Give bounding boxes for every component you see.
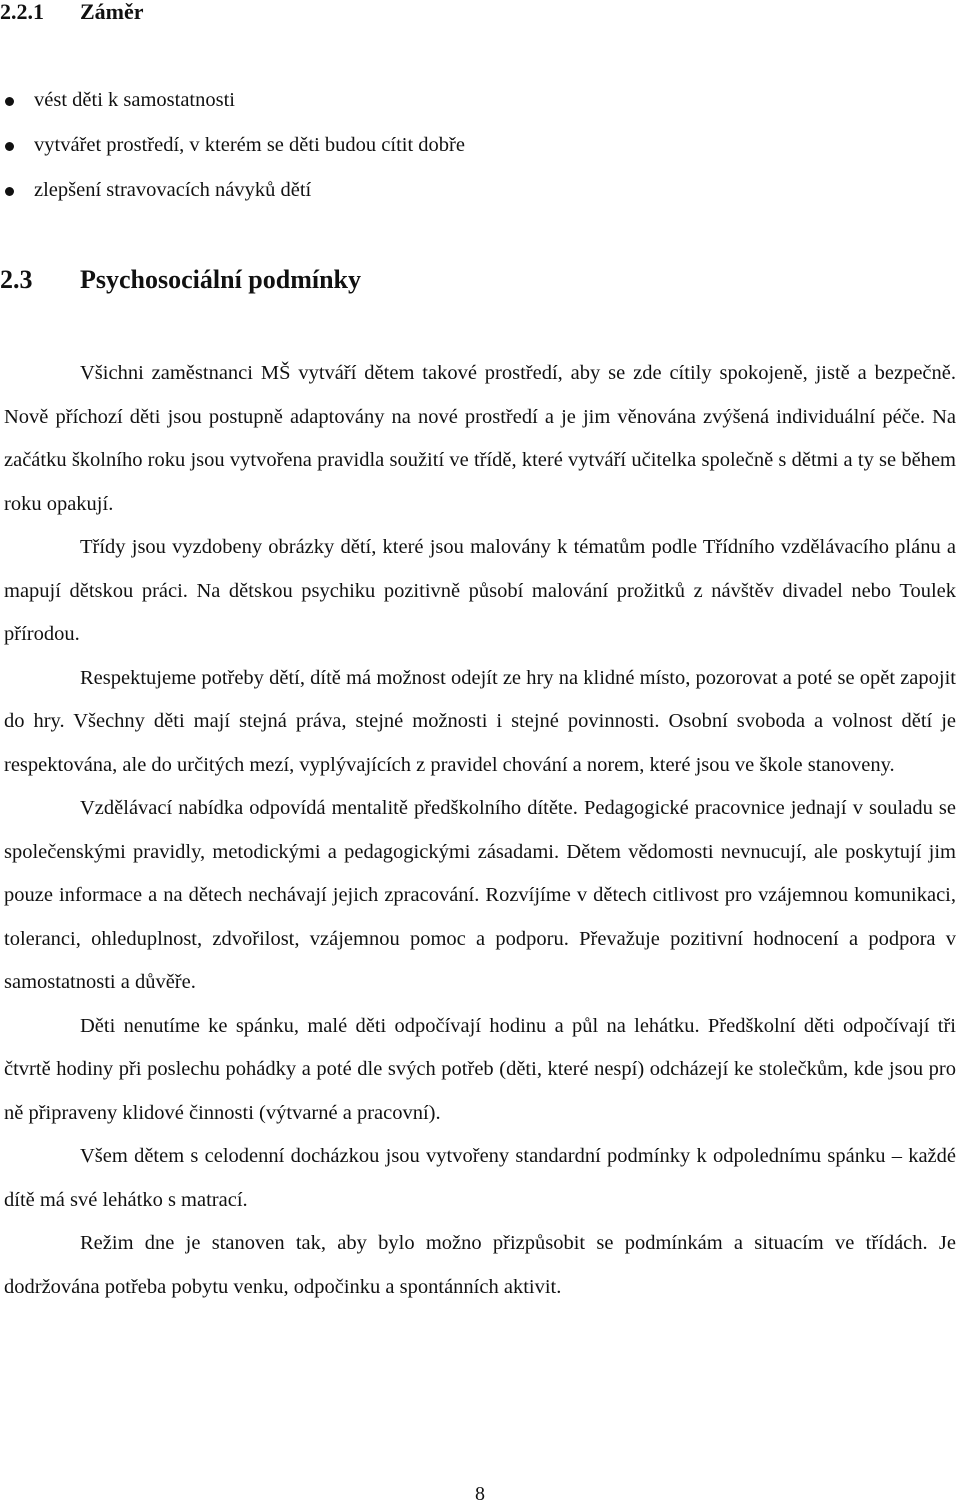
body-text bbox=[4, 352, 956, 1309]
subsection-title: Záměr bbox=[80, 0, 144, 24]
subsection-heading bbox=[0, 0, 144, 32]
bullet-icon bbox=[5, 187, 14, 196]
bullet-icon bbox=[5, 97, 14, 106]
paragraph: Všem dětem s celodenní docházkou jsou vytvořeny standardní podmínky k odpolednímu spánku – každé dítě má své lehátko s matrací. bbox=[4, 1145, 956, 1211]
goals-list bbox=[0, 78, 960, 213]
paragraph: Režim dne je stanoven tak, aby bylo možno přizpůsobit se podmínkám a situacím ve třídách. Je dodržována potřeba pobytu venku, odpočinku a spontánních aktivit. bbox=[4, 1232, 956, 1298]
page-number: 8 bbox=[475, 1483, 485, 1505]
bullet-icon bbox=[5, 142, 14, 151]
paragraph: Respektujeme potřeby dětí, dítě má možnost odejít ze hry na klidné místo, pozorovat a poté se opět zapojit do hry. Všechny děti mají stejná práva, stejné možnosti i stejné povinnosti. Osobní svoboda a volnost dětí je respektována, ale do určitých mezí, vyplývajících z pravidel chování a norem, které jsou ve škole stanoveny. bbox=[4, 666, 956, 776]
paragraph: Třídy jsou vyzdobeny obrázky dětí, které jsou malovány k tématům podle Třídního vzdělávacího plánu a mapují dětskou práci. Na dětskou psychiku pozitivně působí malování prožitků z návštěv divadel nebo Toulek přírodou. bbox=[4, 536, 956, 645]
list-item: vést děti k samostatnosti bbox=[0, 78, 960, 123]
list-item: vytvářet prostředí, v kterém se děti budou cítit dobře bbox=[0, 123, 960, 168]
section-number: 2.3 bbox=[0, 265, 33, 294]
paragraph: Vzdělávací nabídka odpovídá mentalitě předškolního dítěte. Pedagogické pracovnice jednají v souladu se společenskými pravidly, metodickými a pedagogickými zásadami. Dětem vědomosti nevnucují, ale poskytují jim pouze informace a na dětech nechávají jejich zpracování. Rozvíjíme v dětech citlivost pro vzájemnou komunikaci, toleranci, ohleduplnost, zdvořilost, vzájemnou pomoc a podporu. Převažuje pozitivní hodnocení a podpora v samostatnosti a důvěře. bbox=[4, 797, 956, 993]
section-title: Psychosociální podmínky bbox=[80, 265, 362, 294]
list-item: zlepšení stravovacích návyků dětí bbox=[0, 168, 960, 213]
section-heading bbox=[0, 258, 361, 302]
paragraph: Děti nenutíme ke spánku, malé děti odpočívají hodinu a půl na lehátku. Předškolní děti odpočívají tři čtvrtě hodiny při poslechu pohádky a poté dle svých potřeb (děti, které nespí) odcházejí ke stolečkům, kde jsou pro ně připraveny klidové činnosti (výtvarné a pracovní). bbox=[4, 1014, 956, 1124]
paragraph: Všichni zaměstnanci MŠ vytváří dětem takové prostředí, aby se zde cítily spokojeně, jistě a bezpečně. Nově příchozí děti jsou postupně adaptovány na nové prostředí a je jim věnována zvýšená individuální péče. Na začátku školního roku jsou vytvořena pravidla soužití ve třídě, které vytváří učitelka společně s dětmi a ty se během roku opakují. bbox=[4, 362, 956, 515]
subsection-number: 2.2.1 bbox=[0, 0, 44, 24]
